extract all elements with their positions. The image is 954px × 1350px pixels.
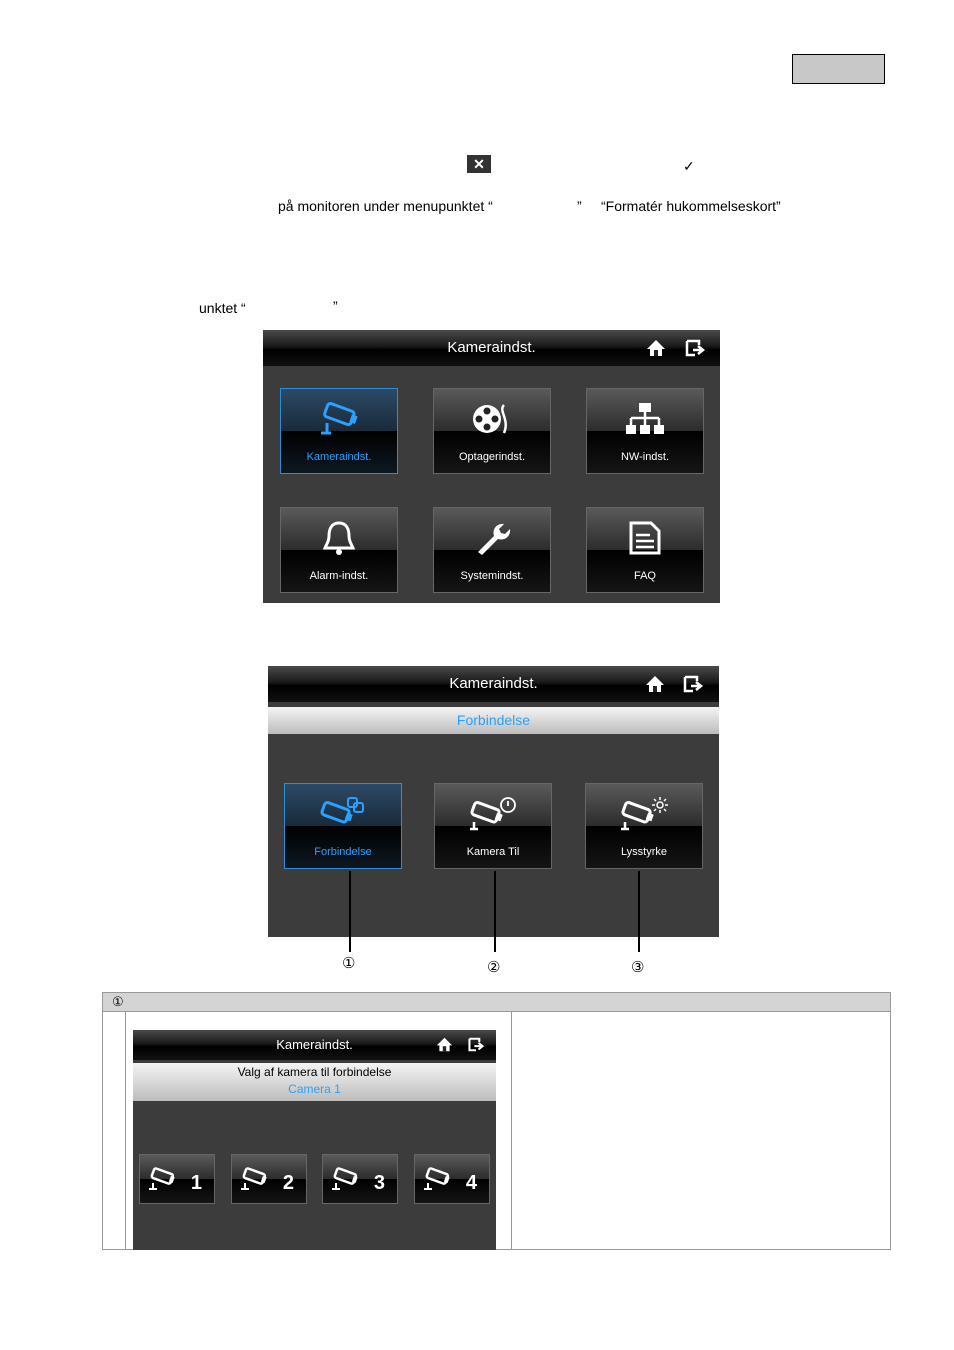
camera-icon xyxy=(331,1167,365,1193)
camera-1-button[interactable] xyxy=(139,1154,215,1204)
tile-nw-indst[interactable] xyxy=(586,388,704,474)
camera-3-button[interactable] xyxy=(322,1154,398,1204)
close-icon: ✕ xyxy=(467,155,491,173)
callout-number-2: ② xyxy=(487,959,501,976)
tile-label: Forbindelse xyxy=(314,846,372,858)
camera-number: 2 xyxy=(282,1172,294,1194)
selected-camera: Camera 1 xyxy=(288,1082,341,1096)
document-icon xyxy=(623,520,667,556)
tile-kamera-til[interactable] xyxy=(434,783,552,869)
table-divider xyxy=(125,1012,126,1250)
callout-number-3: ③ xyxy=(631,959,645,976)
camera-icon xyxy=(317,401,361,437)
screen-title: Kameraindst. xyxy=(447,339,536,356)
instruction-quote-close-2: ” xyxy=(333,298,338,314)
instruction-format-label: “Formatér hukommelseskort” xyxy=(601,198,781,214)
instruction-line-1: på monitoren under menupunktet “ xyxy=(278,198,493,214)
callout-line-1 xyxy=(349,871,351,952)
checkmark-icon: ✓ xyxy=(683,158,695,174)
camera-link-icon xyxy=(318,796,368,832)
tile-label: Systemindst. xyxy=(460,570,524,582)
exit-icon[interactable] xyxy=(684,338,706,358)
bell-icon xyxy=(317,520,361,556)
callout-line-2 xyxy=(494,871,496,952)
tile-systemindst[interactable] xyxy=(433,507,551,593)
camera-brightness-icon xyxy=(619,796,669,832)
top-bar xyxy=(133,1030,496,1060)
wrench-icon xyxy=(470,520,514,556)
network-icon xyxy=(623,401,667,437)
tile-label: Kamera Til xyxy=(466,846,520,858)
top-bar xyxy=(263,330,720,366)
selection-bar xyxy=(133,1063,496,1101)
top-bar xyxy=(268,666,719,702)
tile-optagerindst[interactable] xyxy=(433,388,551,474)
home-icon[interactable] xyxy=(436,1036,453,1053)
camera-number: 3 xyxy=(373,1172,385,1194)
camera-number: 1 xyxy=(190,1172,202,1194)
camera-number: 4 xyxy=(465,1172,477,1194)
camera-icon xyxy=(423,1167,457,1193)
home-icon[interactable] xyxy=(646,338,666,358)
camera-icon xyxy=(148,1167,182,1193)
section-title: Forbindelse xyxy=(268,707,719,734)
main-menu-screen xyxy=(263,330,720,603)
exit-icon[interactable] xyxy=(682,674,704,694)
language-box xyxy=(792,54,885,84)
callout-number-1: ① xyxy=(342,955,356,972)
film-reel-icon xyxy=(470,401,514,437)
table-header-row xyxy=(102,992,891,1012)
tile-label: FAQ xyxy=(633,570,656,582)
table-header-marker: ① xyxy=(112,994,124,1009)
tile-label: Optagerindst. xyxy=(458,451,526,463)
camera-4-button[interactable] xyxy=(414,1154,490,1204)
tile-forbindelse[interactable] xyxy=(284,783,402,869)
tile-lysstyrke[interactable] xyxy=(585,783,703,869)
table-divider xyxy=(511,1012,512,1250)
home-icon[interactable] xyxy=(645,674,665,694)
screen-title: Kameraindst. xyxy=(276,1037,353,1052)
tile-label: Lysstyrke xyxy=(620,846,668,858)
tile-alarm-indst[interactable] xyxy=(280,507,398,593)
camera-2-button[interactable] xyxy=(231,1154,307,1204)
tile-kameraindst[interactable] xyxy=(280,388,398,474)
exit-icon[interactable] xyxy=(467,1036,485,1053)
callout-line-3 xyxy=(638,871,640,952)
camera-select-screen xyxy=(133,1030,496,1250)
selection-title: Valg af kamera til forbindelse xyxy=(237,1065,392,1079)
camera-icon xyxy=(240,1167,274,1193)
tile-faq[interactable] xyxy=(586,507,704,593)
instruction-quote-close: ” xyxy=(577,198,582,214)
tile-label: Alarm-indst. xyxy=(309,570,369,582)
tile-label: NW-indst. xyxy=(620,451,670,463)
instruction-line-2: unktet “ xyxy=(199,300,246,316)
camera-power-icon xyxy=(468,796,518,832)
tile-label: Kameraindst. xyxy=(306,451,372,463)
screen-title: Kameraindst. xyxy=(449,675,538,692)
